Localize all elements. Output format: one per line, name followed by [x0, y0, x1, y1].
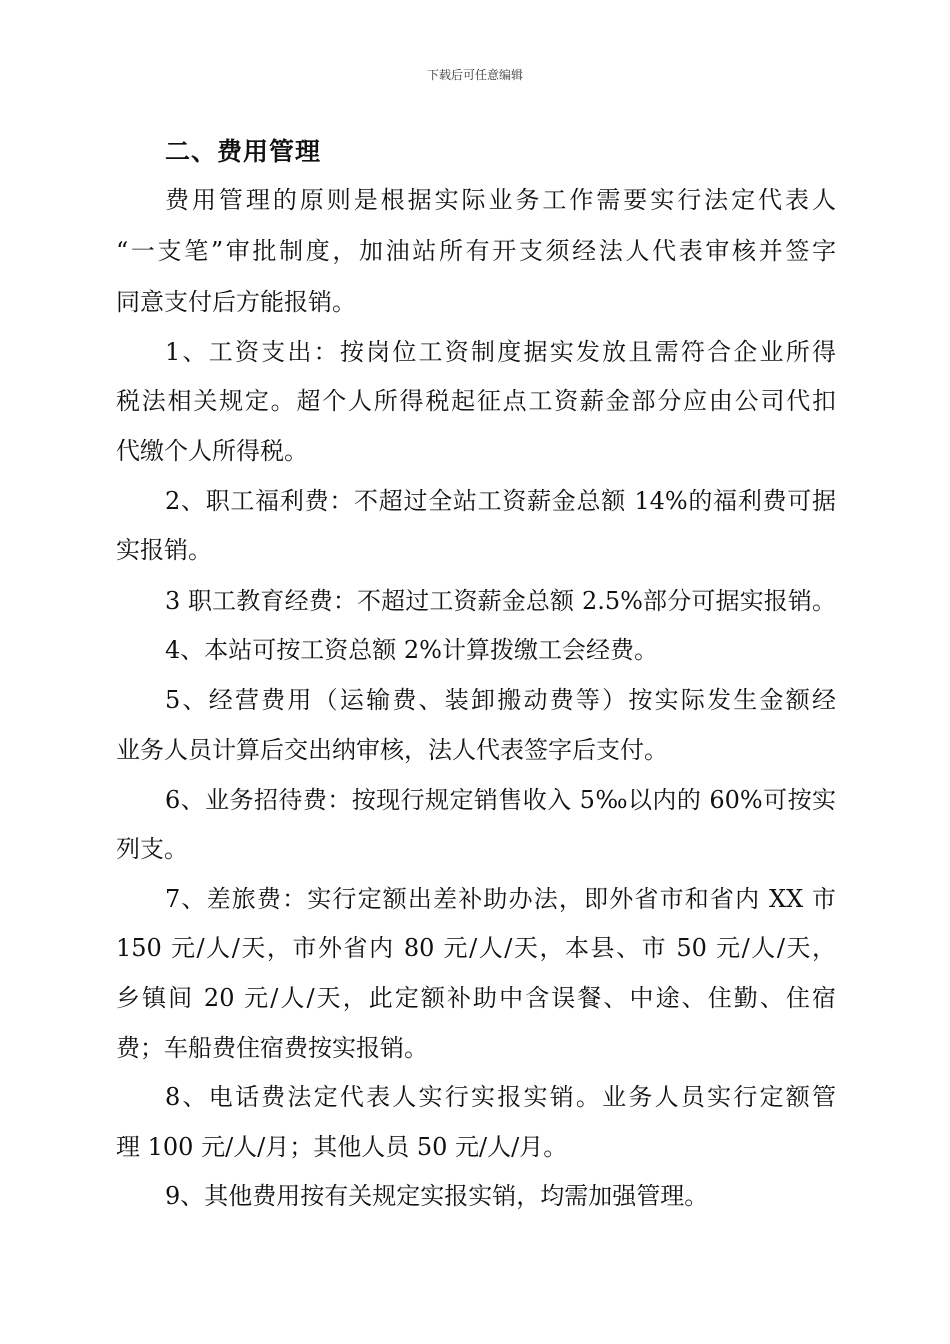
paragraph-line: 7、差旅费：实行定额出差补助办法，即外省市和省内 XX 市: [165, 885, 836, 913]
paragraph-line: 5、经营费用（运输费、装卸搬动费等）按实际发生金额经: [165, 686, 836, 714]
paragraph-line: 代缴个人所得税。: [116, 437, 308, 465]
paragraph-line: 费；车船费住宿费按实报销。: [116, 1034, 428, 1062]
section-heading: 二、费用管理: [165, 137, 322, 166]
paragraph-line: 税法相关规定。超个人所得税起征点工资薪金部分应由公司代扣: [116, 387, 836, 415]
page-header: 下载后可任意编辑: [426, 68, 523, 82]
paragraph-line: 2、职工福利费：不超过全站工资薪金总额 14%的福利费可据: [165, 487, 836, 515]
paragraph-line: 4、本站可按工资总额 2%计算拨缴工会经费。: [165, 636, 658, 664]
paragraph-line: 业务人员计算后交出纳审核，法人代表签字后支付。: [116, 736, 668, 764]
paragraph-line: 费用管理的原则是根据实际业务工作需要实行法定代表人: [165, 186, 836, 214]
paragraph-line: 1、工资支出：按岗位工资制度据实发放且需符合企业所得: [165, 338, 836, 366]
paragraph-line: 理 100 元/人/月；其他人员 50 元/人/月。: [116, 1133, 568, 1161]
paragraph-line: “一支笔”审批制度，加油站所有开支须经法人代表审核并签字: [116, 237, 836, 265]
paragraph-line: 150 元/人/天，市外省内 80 元/人/天，本县、市 50 元/人/天，: [116, 934, 836, 962]
paragraph-line: 3 职工教育经费：不超过工资薪金总额 2.5%部分可据实报销。: [165, 587, 836, 615]
paragraph-line: 9、其他费用按有关规定实报实销，均需加强管理。: [165, 1182, 709, 1210]
paragraph-line: 8、电话费法定代表人实行实报实销。业务人员实行定额管: [165, 1083, 836, 1111]
paragraph-line: 同意支付后方能报销。: [116, 288, 356, 316]
paragraph-line: 乡镇间 20 元/人/天，此定额补助中含误餐、中途、住勤、住宿: [116, 984, 836, 1012]
paragraph-line: 6、业务招待费：按现行规定销售收入 5‰以内的 60%可按实: [165, 786, 836, 814]
paragraph-line: 列支。: [116, 835, 188, 863]
paragraph-line: 实报销。: [116, 536, 212, 564]
